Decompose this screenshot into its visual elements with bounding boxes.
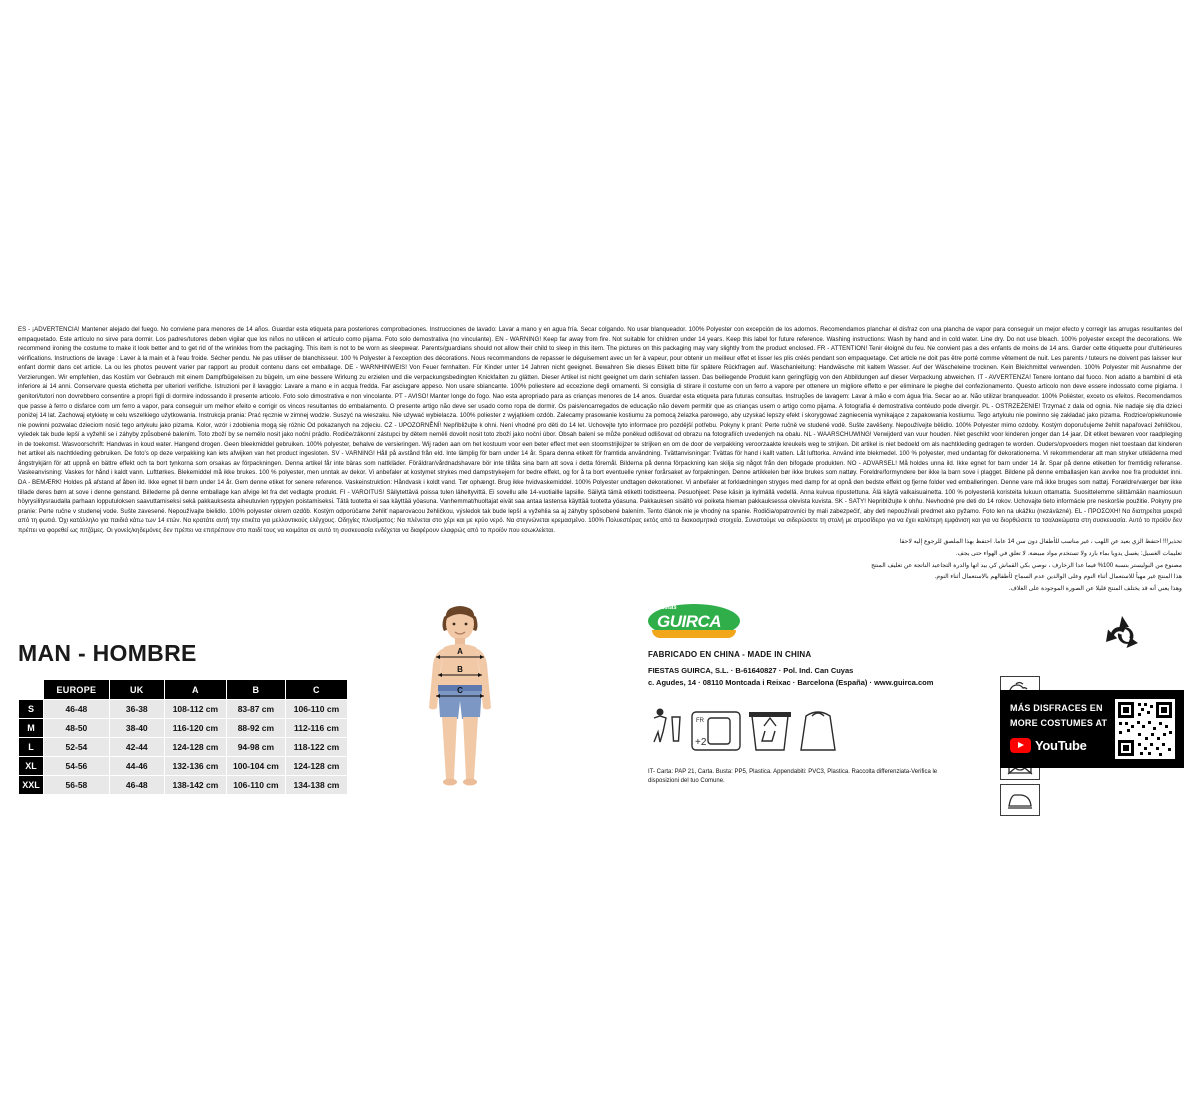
cell-uk: 46-48 — [109, 776, 164, 795]
cell-uk: 38-40 — [109, 719, 164, 738]
cell-a: 124-128 cm — [164, 738, 226, 757]
row-size-label: L — [19, 738, 44, 757]
table-header-c: C — [285, 680, 347, 700]
table-header-a: A — [164, 680, 226, 700]
cell-b: 94-98 cm — [226, 738, 285, 757]
figure-label-a: A — [457, 647, 463, 656]
cell-europe: 56-58 — [44, 776, 110, 795]
promo-box[interactable] — [1000, 690, 1184, 768]
care-instructions-arabic-line-2: تعليمات الغسيل: يغسل يدويا بماء بارد ولا تستخدم مواد مبيضة. لا تعلق في الهواء حتى يجف. — [955, 549, 1182, 557]
care-instructions-arabic-line-5: وهذا يعني أنه قد يختلف المنتج قليلا عن الصورة الموجودة على الغلاف. — [1008, 584, 1182, 592]
cell-c: 106-110 cm — [285, 700, 347, 719]
table-row — [19, 738, 348, 757]
cell-c: 112-116 cm — [285, 719, 347, 738]
care-instructions-text — [18, 325, 1182, 593]
cell-a: 132-136 cm — [164, 757, 226, 776]
cell-europe: 54-56 — [44, 757, 110, 776]
table-row — [19, 719, 348, 738]
logo-wordmark: GUIRCA — [657, 612, 722, 631]
cell-a: 138-142 cm — [164, 776, 226, 795]
cell-uk: 44-46 — [109, 757, 164, 776]
cell-uk: 42-44 — [109, 738, 164, 757]
cell-a: 108-112 cm — [164, 700, 226, 719]
guirca-logo — [648, 600, 740, 644]
table-header-row — [19, 680, 348, 700]
cell-europe: 48-50 — [44, 719, 110, 738]
company-text: FIESTAS GUIRCA, S.L. · B-61640827 · Pol. Ind. Can Cuyas — [648, 666, 854, 675]
table-header-b: B — [226, 680, 285, 700]
table-row — [19, 776, 348, 795]
cell-b: 106-110 cm — [226, 776, 285, 795]
row-size-label: XXL — [19, 776, 44, 795]
cell-b: 100-104 cm — [226, 757, 285, 776]
care-instructions-arabic-line-4: هذا المنتج غير مهيأ للاستعمال أثناء النوم وعلى الوالدين عدم السماح لأطفالهم بالاستعمال أثناء النوم. — [934, 573, 1182, 581]
youtube-link[interactable] — [1010, 738, 1087, 753]
table-row — [19, 757, 348, 776]
table-row — [19, 700, 348, 719]
cell-europe: 52-54 — [44, 738, 110, 757]
svg-text:+2: +2 — [695, 737, 707, 748]
care-instructions-body: ES - ¡ADVERTENCIA! Mantener alejado del fuego. No conviene para menores de 14 años. Guardar esta etiqueta para posteriores comprobaciones. Instrucciones de lavado: Lavar a mano y en agua fría. Secar colgando. No usar blanqueador. 100% Polyester con excepción de los adornos. Recomendamos planchar el disfraz con una plancha de vapor para conseguir un mejor efecto y corregir las arrugas resultantes del empaquetado. Este artículo no sirve para dormir. Los padres/tutores deben vigilar que los niños no utilicen el artículo como pijama. Foto solo demostrativa (no vinculante). EN - WARNING! Keep far away from fire. Not suitable for children under 14 years. Keep this label for future reference. Washing instructions: Wash by hand and in cold water. Line dry. Do not use bleach. 100% polyester except the decorations. We recommend ironing the costume to make it look better and to get rid of the wrinkles from the packaging. This item is not to be worn as sleepwear. Parents/guardians should not allow their child to sleep in this item. The pictures on this packaging may vary slightly from the product enclosed. FR - ATTENTION! Tenir éloigné du feu. Ne convient pas a des enfants de moins de 14 ans. Garder cette étiquette pour d'ultérieures vérifications. Instructions de lavage : Laver à la main et à l'eau froide. Sécher pendu. Ne pas utiliser de blanchisseur. 100 % Polyester à l'exception des décorations. Nous recommandons de repasser le déguisement avec un fer à vapeur, pour obtenir un meilleur effet et lisser les plis créés pendant son empaquetage. Cet article ne doit pas être porté comme vêtement de nuit. Les parents / tuteurs ne doivent pas laisser leur enfant dormir dans cet article. La ou les photos peuvent varier par rapport au produit contenu dans cet emballage. DE - WARNHINWEIS! Von Feuer fernhalten. Für Kinder unter 14 Jahren nicht geeignet. Bewahren Sie dieses Etikett bitte für spätere Rückfragen auf. Waschanleitung: Handwäsche mit kaltem Wasser. Auf der Wäscheleine trocknen. Kein Bleichmittel verwenden. 100% Polyester mit Ausnahme der Verzierungen. Wir empfehlen, das Kostüm vor Gebrauch mit einem Dampfbügeleisen zu bügeln, um eine bessere Wirkung zu erzielen und die verpackungsbedingten Knickfalten zu glätten. Dieser Artikel ist nicht geeignet um darin schlafen lassen. Das beiliegende Produkt kann geringfügig von den Abbildungen auf dieser Verpackung abweichen. IT - AVVERTENZA! Tenere lontano dal fuoco. Non adatto a bambini di età inferiore ai 14 anni. Conservare questa etichetta per ulteriori verifiche. Istruzioni per il lavaggio: Lavare a mano e in acqua fredda. Far asciugare appeso. Non usare sbiancante. 100% poliestere ad eccezione degli ornamenti. Si consiglia di stirare il costume con un ferro a vapore per ottenere un migliore effetto e per eliminare le pieghe del confezionamento. Questo articolo non deve essere indossato come pigiama. I genitori/tutori non dovrebbero consentire a propri figli di dormire indossando il presente articolo. Foto solo dimostrativa e non vincolante. PT - AVISO! Manter longe do fogo. Nao esta apropriado para as crianças menores de 14 anos. Guardar esta etiqueta para futuras consultas. Instruções de lavagem: Lavar à mão e com água fria. Secar ao ar. Não utilizar branqueador. 100% Poliéster, exceto os efeitos. Recomendamos que passe à ferro o disfarce com um ferro a vapor, para conseguir um melhor efeito e corrigir os vincos resultantes do embalamento. O presente artigo não deve ser usado como ropa de dormir. Os pais/encarregados de educação não devem permitir que as crianças usem o artigo como pijama. A fotografia é demostrativa contéudo pode divergir. PL - OSTRZEŻENIE! Trzymać z dala od ognia. Nie nadaje się dla dzieci poniżej 14 lat. Zachowaj etykietę w celu wszelkiego użytkowania. Instrukcja prania: Prać ręcznie w zimnej wodzie. Suszyć na wieszaku. Nie używać wybielacza. 100% poliester z wyjątkiem ozdób. Zalecamy prasowanie kostiumu za pomocą żelazka parowego, aby uzyskać lepszy efekt i skorygować zagniecenia wynikające z zapakowania kostiumu. Tego artykułu nie powinno się zakładać jako pizama. Rodzice/opiekunowie nie powinni pozwalac dzieciom nosić tego artykułu jako pizama. Kolor, wzór i zdobienia mogą się różnic Od pokazanych na zdjeciu. CZ - UPOZORNĚNÍ! Nepřibližujte k ohni. Není vhodné pro děti do 14 let. Uchovejte tyto informace pro pozdější potřebu. Pokyny k praní: Perte ručně ve studené vodě. Sušte zavěšeny. Nepoužívejte bělidlo. 100% Polyester mimo ozdoby. Kostým doporučujeme žehlit napařovací žehličkou, vyledek tak bude lepší a vyžehlí se i záhyby způsobené balením. Toto zboží by se nemělo nosit jako noční prádlo. Rodiče/zákonní zástupci by dětem neměli dovolit nosit toto zboží jako noční úbor. Obsah balení se může poněkud odlišovat od obrazu na fotografiích uvedených na obalu. NL - WAARSCHUWING! Verwijderd van vuur houden. Niet geschikt voor kinderen jonger dan 14 jaar. Dit etiket bewaren voor raadpleging in de toekomst. Wasvoorschrift: Handwas in koud water. Hangend drogen. Geen bleekmiddel gebruiken. 100% polyester, behalve de versieringen. Wij raden aan om het kostuum voor een beter effect met een stoomstrijkijzer te strijken en om de door de verpakking veroorzaakte kreukels weg te strijken. Dit artikel is niet bedoeld om als nachtkleding gedragen te worden. Ouders/opvoeders mogen niet toestaan dat kinderen het artikel als nachtkleding gebruiken. De foto's op deze verpakking kan iets afwijken van het product ingesloten. SV - VARNING! Håll på avstånd från eld. Inte lämplig för barn under 14 år. Spara denna etikett för framtida användning. Tvättanvisningar: Tvättas för hand i kallt vatten. Låt lufttorka. Använd inte blekmedel. 100 % polyester, med undantag för dekorationerna. Vi rekommenderar att man stryker utkläderna med ångstrykjärn för att uppnå en bättre effekt och ta bort tynkorna som orsakas av förpackningen. Denna artikel får inte bäras som nattkläder. Föräldrar/vårdnadshavare bör inte tillåta sina barn att sova i detta föremål. Bilderna på denna förpackning kan skilja sig något från den bifogade produkten. NO - ADVARSEL! Må holdes unna ild. Ikke egnet for barn under 14 år. Spar på denne etiketten for fremtidig referanse. Vaskeanvisning: Vaskes for hånd i kaldt vann. Lufttørkes. Blekemiddel må ikke brukes. 100 % polyester, men unntak av dekor. Vi anbefaler at kostymet strykes med dampstrykejern for bedre effekt, og for å ta bort eventuelle rynker forårsaket av forpakningen. Denne artikkelen bør ikke brukes som nattøy. Foreldre/formyndere ber ikke la barn sove i plagget. Bildene på denne emballasjen kan avvike noe fra produktet inni. DA - BEMÆRK! Holdes på afstand af åben ild. Ikke egnet til børn under 14 år. Gem denne etiket for senere reference. Vaskeinstruktion: Håndvask i koldt vand. Tør ophængt. Brug ikke hvidvaskemiddel. 100% Polyester undtagen dekorationer. Vi anbefaler at forklædningen stryges med damp for at opnå den bedste effekt og fjerne folder ved emballeringen. Denne vare må ikke bruges som nattøj. Forældre/værger bør ikke tillade deres børn at sove i denne genstand. Billederne på denne emballage kan afvige let fra det vedlagte produkt. FI - VAROITUS! Säilytettävä poissa tulen läheltyvittä. Ei sovellu alle 14-vuotiaille lapsille. Säilytä tämä etiketti todistteena. Pesuohjeet: Pese käsin ja kylmällä vedellä. Anna kuivua ripustettuna. Älä käytä valkaisuainetta. 100 % polyesteriä koristeita lukuun ottamatta. Suosittelemme silittämään naamiosuun höyrysilitysraudalla parhaan lopputuloksen saavuttamiseksi sekä pakkauksesta aiheutuvien ryppyjen poistamiseksi. Tätä tuotetta ei saa käyttää yöasuna. Vanhemmat/huoltajat eivät saa antaa lastensa käyttää tuotetta yöasuna. Pakkauksen sisältö voi poiketa hieman pakkauksessa olevista kuvista. SK - SATY! Nepribližujte k ohňu. Nevhodné pre deti do 14 rokov. Uchovajte tieto informácie pre neskoršie použitie. Pokyny pre pranie: Perte ručne v studenej vode. Sušte zavesené. Nepoužívajte bielidlo. 100% polyester okrem ozdôb. Kostým odporúčame žehliť naparovacou žehličkou, výsledok tak bude lepší a vyžehlia sa aj záhyby spôsobené balením. Tento článok nie je vhodný na spanie. Rodičia/opatrovníci by mali zabezpečiť, aby deti nepoužívali predmet ako pyžamo. Foto len na ukážku (nezáväzné). EL - ΠΡΟΣΟΧΗ! Να διατηρείται μακριά από τη φωτιά. Όχι κατάλληλο για παιδιά κάτω των 14 ετών. Να κρατάτε αυτή την ετικέτα για μελλοντικούς ελέγχους. Οδηγίες πλυσίματος: Να πλένεται στο χέρι και με κρύο νερό. Να στεγνώνεται κρεμασμένο. 100% Πολυεστέρας εκτός από τα διακοσμητικά στοιχεία. Συνιστούμε να σιδερώσετε τη στολή με ατμοσίδερο για να έχει καλύτερη εμφάνιση και για να διορθώσετε τα τσαλακώματα στη συσκευασία. Αυτό το προϊόν δεν πρέπει να φορεθεί ως πιτζάμες. Οι γονείς/κηδεμόνες δεν πρέπει να επιτρέπουν στο παιδί τους να κοιμάται σε αυτό τη συσκευασία ενδέχεται να διαφέρουν ελαφρώς από το προϊόν που εσωκλείεται. — [18, 326, 1182, 534]
address-line: c. Agudes, 14 · 08110 Montcada i Reixac · Barcelona (España) · — [648, 678, 872, 687]
iron-low-icon — [1000, 784, 1040, 816]
cell-uk: 36-38 — [109, 700, 164, 719]
promo-line-en: MORE COSTUMES AT — [1010, 718, 1108, 728]
website-link[interactable]: www.guirca.com — [874, 678, 934, 687]
cell-a: 116-120 cm — [164, 719, 226, 738]
dispose-properly-icon — [654, 709, 680, 743]
cell-europe: 46-48 — [44, 700, 110, 719]
measurement-figure — [400, 595, 520, 810]
qr-code[interactable] — [1115, 699, 1175, 759]
cell-c: 118-122 cm — [285, 738, 347, 757]
figure-label-c: C — [457, 686, 463, 695]
origin-text: FABRICADO EN CHINA - MADE IN CHINA — [648, 650, 812, 659]
table-header-uk: UK — [109, 680, 164, 700]
cell-c: 124-128 cm — [285, 757, 347, 776]
care-instructions-arabic-line-1: تحذير!!! احتفظ الزي بعيد عن اللهب ، غير مناسب للأطفال دون سن 14 عاما. احتفظ بهذا الملصق للرجوع إليه لاحقا — [899, 538, 1182, 546]
youtube-play-icon — [1010, 738, 1031, 753]
manufacturer-info — [648, 600, 948, 687]
size-chart-title: MAN - HOMBRE — [18, 640, 197, 666]
packaging-pictograms — [648, 700, 968, 762]
size-chart-table — [18, 679, 348, 795]
recycle-arrows-icon — [1100, 612, 1144, 656]
row-size-label: XL — [19, 757, 44, 776]
size-chart-section — [18, 640, 348, 795]
packaging-bag-icon — [801, 712, 835, 750]
address-text — [648, 678, 948, 687]
cell-b: 88-92 cm — [226, 719, 285, 738]
care-instructions-arabic-line-3: مصنوع من البوليستر بنسبة 100% فيما عدا الزخارف ، نوصي بكي القماش كي بيد اتها والدرة التجاعيد الناتجة عن تغليف المنتج — [871, 561, 1182, 569]
packaging-note: IT- Carta: PAP 21, Carta. Busta: PP5, Plastica. Appendabiti: PVC3, Plastica. Raccolta differenziata-Verifica le disposizioni del tuo Comune. — [648, 769, 938, 784]
recycling-bin-icon — [749, 712, 791, 750]
row-size-label: S — [19, 700, 44, 719]
promo-line-es: MÁS DISFRACES EN — [1010, 703, 1103, 713]
figure-label-b: B — [457, 665, 463, 674]
table-header-corner — [19, 680, 44, 700]
table-header-europe: EUROPE — [44, 680, 110, 700]
row-size-label: M — [19, 719, 44, 738]
logo-tagline: Fiestas — [656, 605, 677, 611]
cell-b: 83-87 cm — [226, 700, 285, 719]
cell-c: 134-138 cm — [285, 776, 347, 795]
svg-text:FR: FR — [696, 718, 704, 724]
youtube-label: YouTube — [1035, 738, 1087, 753]
